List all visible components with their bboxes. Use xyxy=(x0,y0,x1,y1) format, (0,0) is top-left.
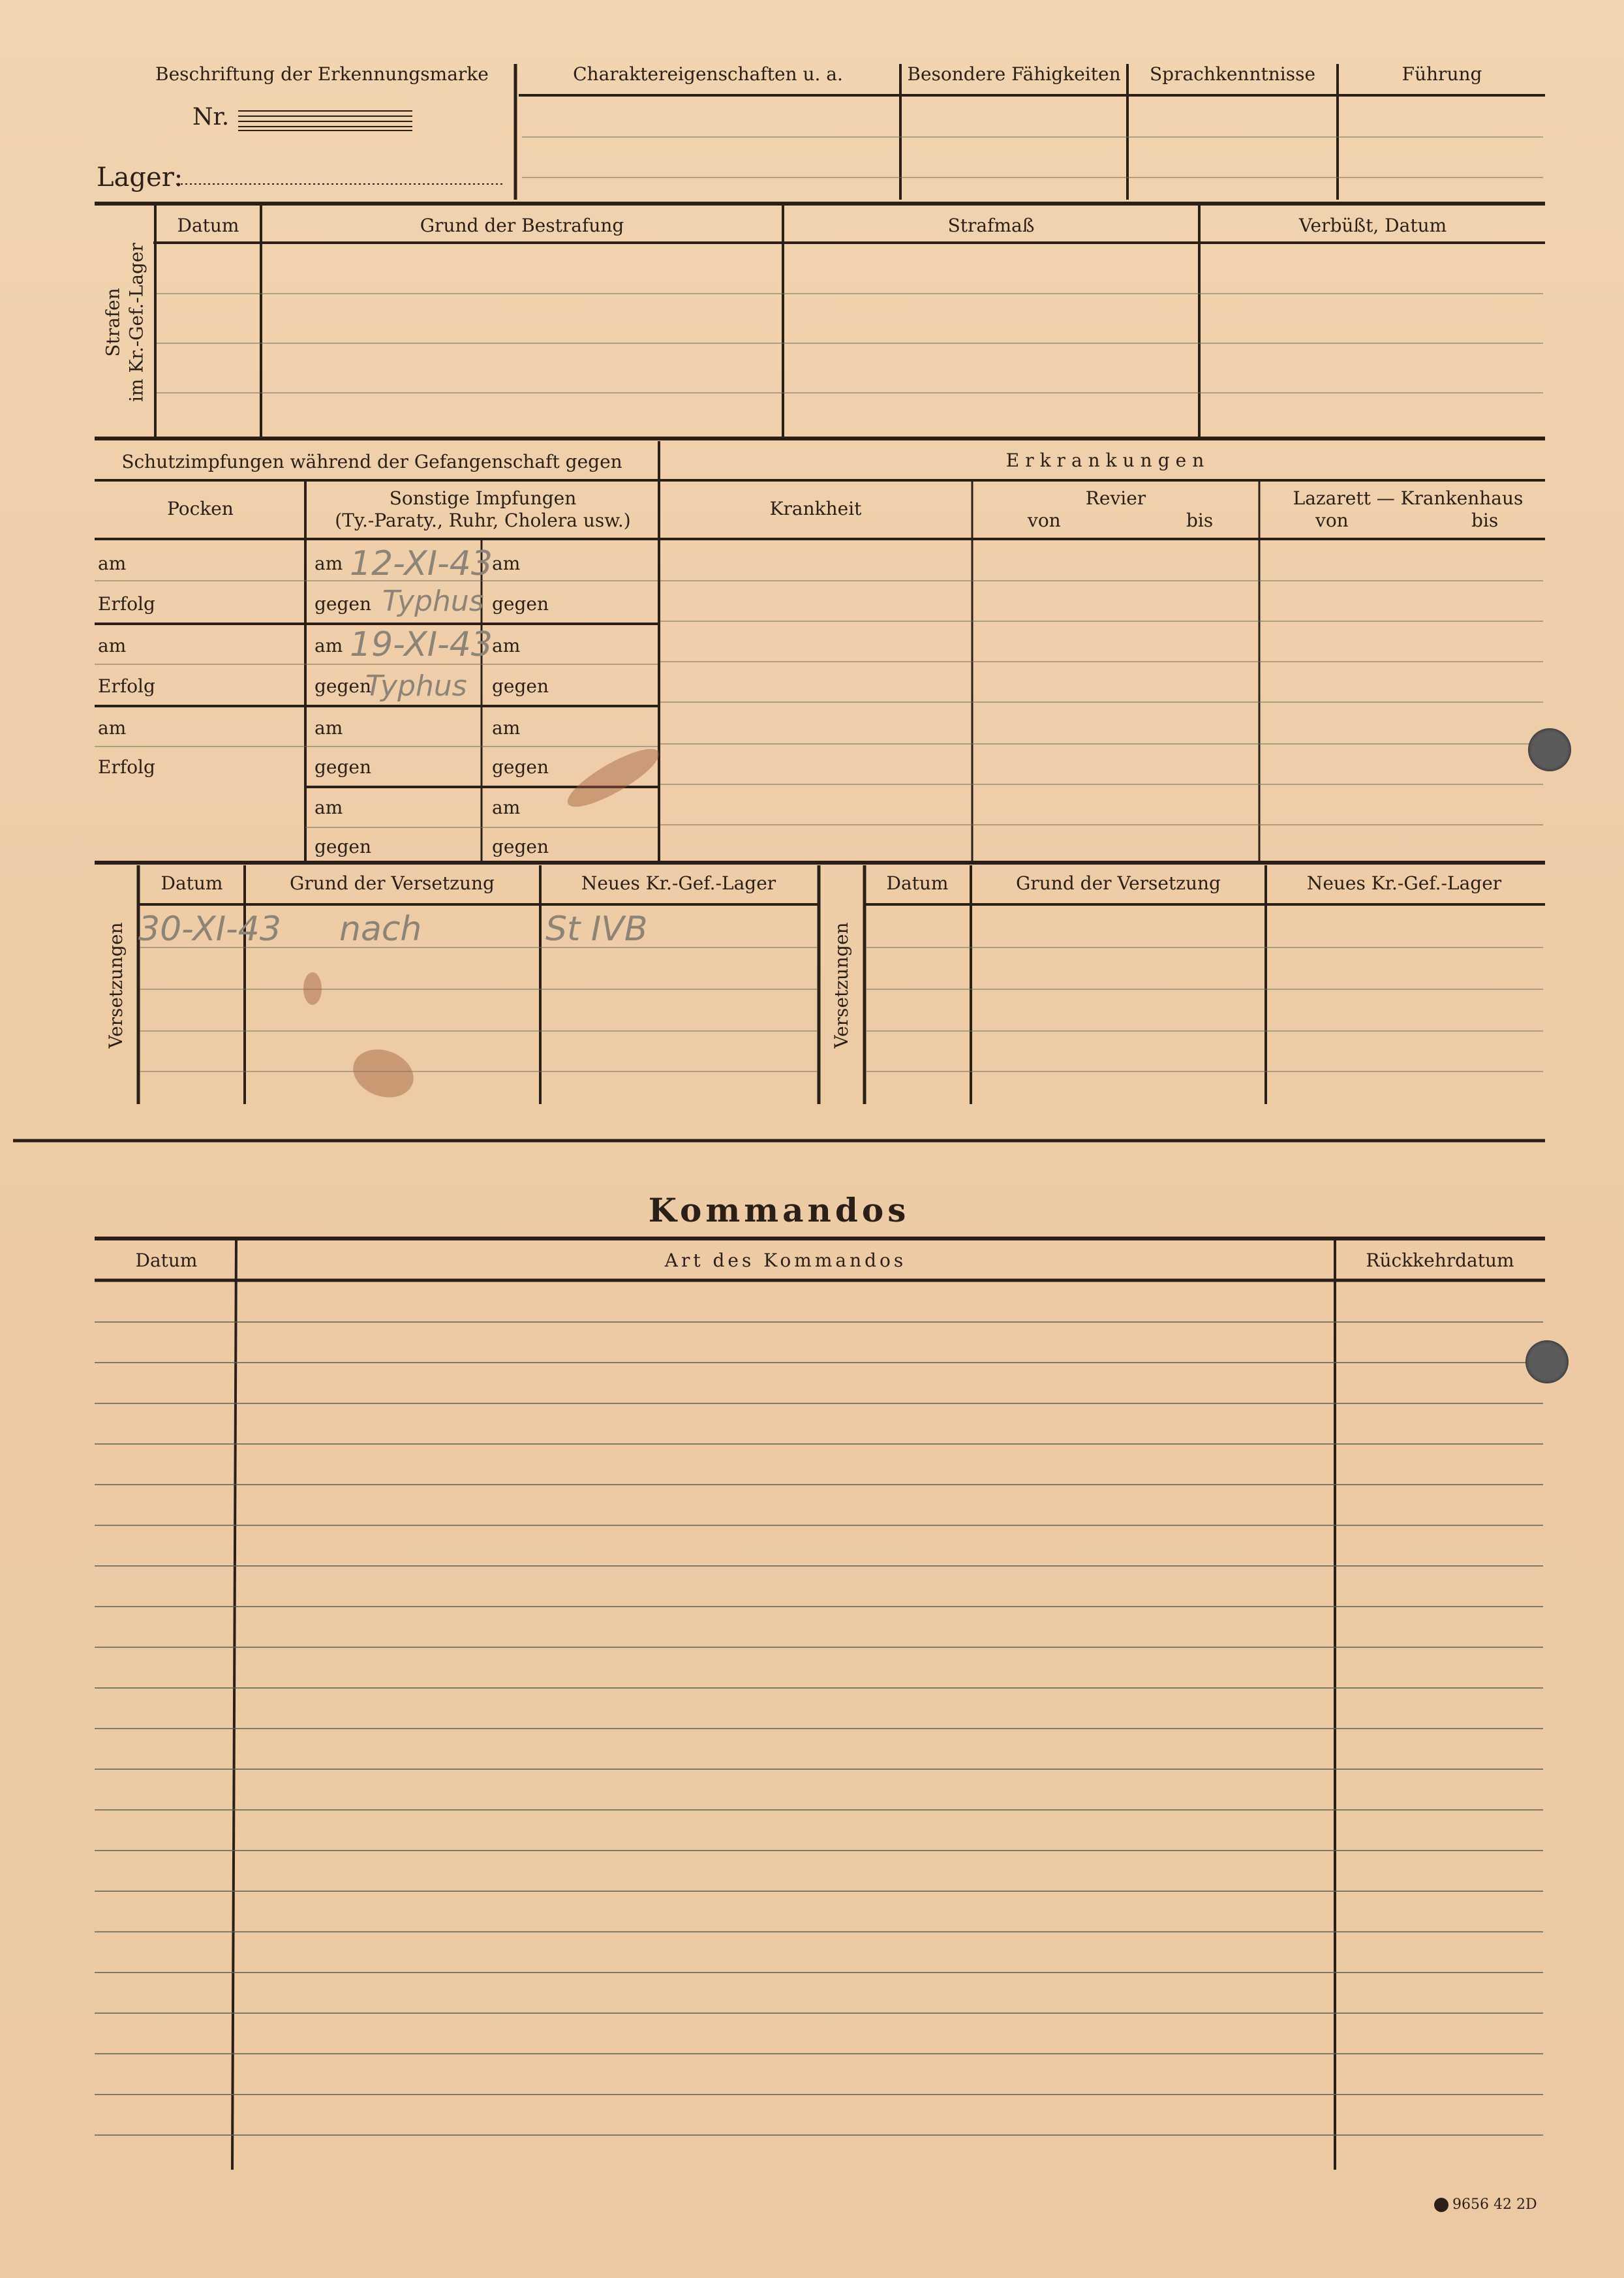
handwritten-versetzung-grund: nach xyxy=(339,910,422,949)
strafen-header-strafmass: Strafmaß xyxy=(947,215,1035,236)
sonstige2-gegen-2: gegen xyxy=(492,675,549,697)
marke-label: Beschriftung der Erkennungsmarke xyxy=(155,63,489,85)
kommandos-header-art: Art des Kommandos xyxy=(664,1250,907,1271)
strafen-header-datum: Datum xyxy=(177,215,239,236)
pocken-erfolg-1: Erfolg xyxy=(98,593,155,615)
sonstige2-gegen-1: gegen xyxy=(492,593,549,615)
print-code xyxy=(1434,2198,1537,2212)
versetzung-left-header-datum: Datum xyxy=(161,872,223,894)
revier-header: Revier xyxy=(1085,487,1146,509)
strafen-side-label-line2: im Kr.-Gef.-Lager xyxy=(126,243,147,402)
print-code-text: 9656 42 2D xyxy=(1452,2196,1537,2213)
punch-hole xyxy=(1528,728,1571,771)
kommandos-title: Kommandos xyxy=(648,1191,910,1229)
sonstige-am-3: am xyxy=(314,717,343,739)
strafen-side-label-line1: Strafen xyxy=(102,288,124,357)
sonstige2-am-3: am xyxy=(492,717,521,739)
lazarett-bis: bis xyxy=(1471,510,1499,531)
pocken-am-1: am xyxy=(98,553,127,574)
sonstige-gegen-2: gegen xyxy=(314,675,372,697)
erkrankungen-title: Erkrankungen xyxy=(1005,450,1210,471)
pocken-am-2: am xyxy=(98,635,127,656)
punch-hole xyxy=(1525,1340,1569,1383)
header-charakter: Charaktereigenschaften u. a. xyxy=(573,63,843,85)
sonstige2-gegen-3: gegen xyxy=(492,756,549,778)
versetzung-left-header-grund: Grund der Versetzung xyxy=(290,872,495,894)
handwritten-date-2: 19-XI-43 xyxy=(350,625,493,664)
pocken-erfolg-2: Erfolg xyxy=(98,675,155,697)
header-sprachkenntnisse: Sprachkenntnisse xyxy=(1149,63,1316,85)
sonstige-gegen-3: gegen xyxy=(314,756,372,778)
revier-von: von xyxy=(1028,510,1061,531)
header-fuehrung: Führung xyxy=(1402,63,1482,85)
sonstige-am-1: am xyxy=(314,553,343,574)
versetzung-right-header-lager: Neues Kr.-Gef.-Lager xyxy=(1306,872,1502,894)
kommandos-header-datum: Datum xyxy=(135,1250,198,1271)
handwritten-versetzung-lager: St IVB xyxy=(545,910,648,949)
strafen-side-label xyxy=(102,243,149,402)
pocken-am-3: am xyxy=(98,717,127,739)
header-faehigkeiten: Besondere Fähigkeiten xyxy=(907,63,1121,85)
lazarett-header: Lazarett — Krankenhaus xyxy=(1293,487,1524,509)
strafen-header-grund: Grund der Bestrafung xyxy=(420,215,624,236)
versetzung-right-header-datum: Datum xyxy=(886,872,949,894)
impfungen-title: Schutzimpfungen während der Gefangenschaft gegen xyxy=(121,451,622,472)
sonstige-header-line2: (Ty.-Paraty., Ruhr, Cholera usw.) xyxy=(335,510,631,531)
handwritten-date-1: 12-XI-43 xyxy=(350,544,493,583)
sonstige-header-line1: Sonstige Impfungen xyxy=(389,487,577,509)
versetzung-right-header-grund: Grund der Versetzung xyxy=(1016,872,1221,894)
sonstige-gegen-4: gegen xyxy=(314,836,372,857)
sonstige2-am-1: am xyxy=(492,553,521,574)
krankheit-header: Krankheit xyxy=(769,498,862,519)
sonstige-am-2: am xyxy=(314,635,343,656)
handwritten-typhus-1: Typhus xyxy=(382,585,484,618)
revier-bis: bis xyxy=(1186,510,1214,531)
handwritten-versetzung-datum: 30-XI-43 xyxy=(138,910,281,949)
lazarett-von: von xyxy=(1315,510,1349,531)
nr-label: Nr. xyxy=(192,104,230,131)
lager-label: Lager: xyxy=(97,162,183,192)
sonstige2-am-4: am xyxy=(492,797,521,818)
printer-mark-icon xyxy=(1434,2198,1448,2212)
strafen-header-verbuesst: Verbüßt, Datum xyxy=(1298,215,1447,236)
sonstige2-gegen-4: gegen xyxy=(492,836,549,857)
versetzung-left-header-lager: Neues Kr.-Gef.-Lager xyxy=(581,872,776,894)
versetzungen-side-label-right: Versetzungen xyxy=(830,922,852,1049)
sonstige2-am-2: am xyxy=(492,635,521,656)
versetzungen-side-label-left: Versetzungen xyxy=(104,922,127,1049)
pocken-header: Pocken xyxy=(167,498,234,519)
sonstige-am-4: am xyxy=(314,797,343,818)
kommandos-header-rueckkehr: Rückkehrdatum xyxy=(1366,1250,1514,1271)
sonstige-gegen-1: gegen xyxy=(314,593,372,615)
pocken-erfolg-3: Erfolg xyxy=(98,756,155,778)
stain xyxy=(303,972,322,1005)
handwritten-typhus-2: Typhus xyxy=(365,670,467,703)
